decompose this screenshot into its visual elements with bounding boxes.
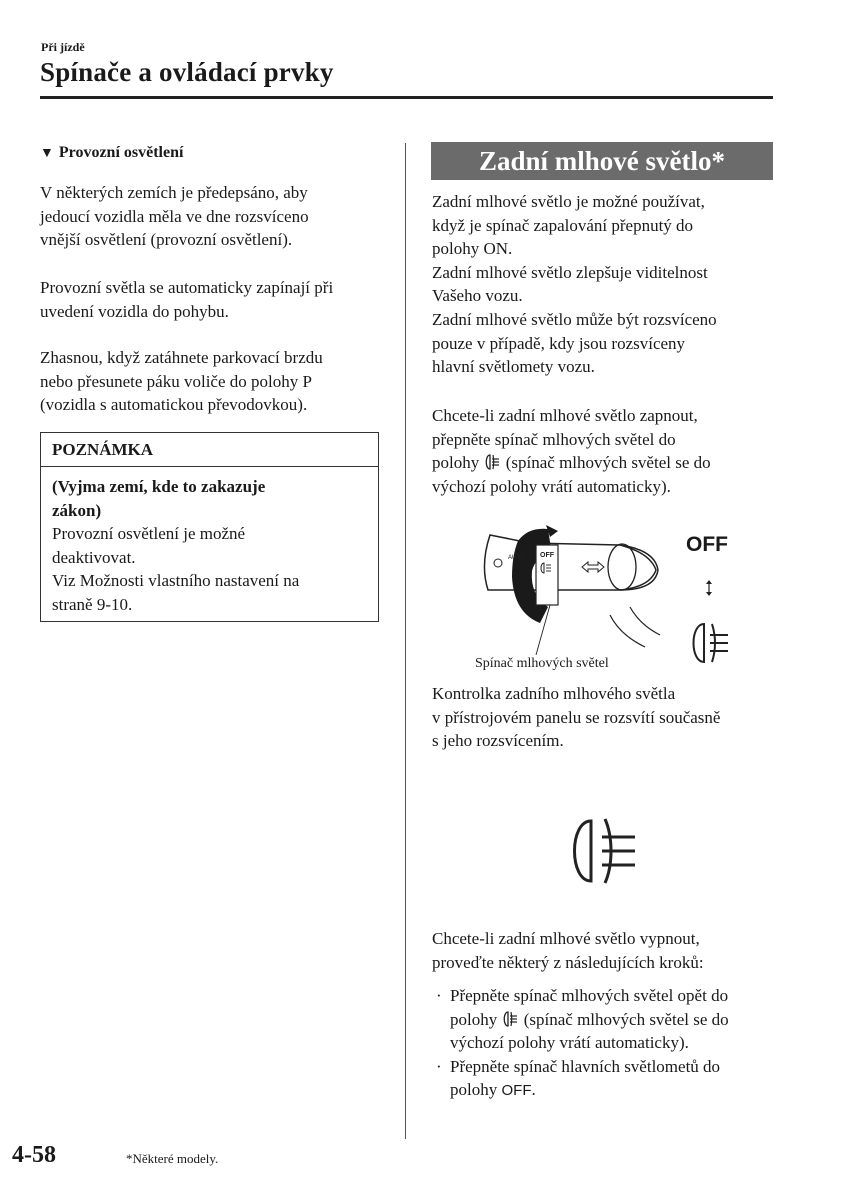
off-position-label: OFF: [686, 533, 728, 556]
text-line: když je spínač zapalování přepnutý do: [432, 215, 694, 235]
text-line: výchozí polohy vrátí automaticky).: [432, 476, 671, 496]
page-title: Spínače a ovládací prvky: [40, 57, 334, 87]
paragraph-3: [40, 346, 323, 417]
header-rule: [40, 96, 773, 99]
rear-fog-symbol-icon: [501, 1010, 519, 1028]
bullet-dot-icon: ·: [436, 986, 442, 1005]
text-line: Chcete-li zadní mlhové světlo zapnout,: [432, 406, 698, 425]
column-divider: [405, 143, 406, 1139]
fog-switch-illustration: [470, 515, 670, 655]
off-position-text: OFF: [501, 1082, 532, 1100]
rear-fog-position-icon: [688, 620, 734, 666]
text-fragment: polohy: [450, 1080, 498, 1100]
breadcrumb: Při jízdě: [41, 40, 85, 54]
text-line: pouze v případě, kdy jsou rozsvíceny: [432, 333, 686, 353]
text-line: Vašeho vozu.: [432, 286, 523, 306]
switch-off-label: OFF: [540, 552, 554, 559]
text-line: Přepněte spínač mlhových světel opět do: [450, 986, 729, 1005]
text-line: proveďte některý z následujících kroků:: [432, 952, 704, 972]
text-line: (vozidla s automatickou převodovkou).: [40, 395, 308, 415]
text-fragment: .: [531, 1080, 536, 1100]
list-item: [434, 1055, 774, 1103]
note-bold-line: (Vyjma zemí, kde to zakazuje: [52, 477, 266, 496]
note-box: [40, 432, 379, 622]
note-line: straně 9-10.: [52, 594, 133, 614]
section-banner-rear-fog: Zadní mlhové světlo*: [431, 142, 773, 180]
text-line: Zhasnou, když zatáhnete parkovací brzdu: [40, 348, 323, 367]
text-line: s jeho rozsvícením.: [432, 731, 564, 751]
text-line: [450, 1078, 774, 1103]
text-line: Zadní mlhové světlo je možné používat,: [432, 192, 705, 211]
triangle-bullet-icon: ▼: [40, 146, 54, 161]
text-line: hlavní světlomety vozu.: [432, 357, 595, 377]
bullet-dot-icon: ·: [436, 1056, 442, 1076]
text-line: Kontrolka zadního mlhového světla: [432, 684, 676, 703]
text-line: V některých zemích je předepsáno, aby: [40, 183, 308, 202]
rear-fog-symbol-icon: [483, 453, 501, 471]
text-line: Zadní mlhové světlo může být rozsvíceno: [432, 309, 717, 329]
text-line: výchozí polohy vrátí automaticky).: [450, 1033, 689, 1053]
note-line: Provozní osvětlení je možné: [52, 524, 246, 544]
note-bold-line: zákon): [52, 500, 102, 520]
text-line: v přístrojovém panelu se rozsvítí současně: [432, 707, 721, 727]
page-number: 4-58: [12, 1142, 56, 1168]
text-line: Zadní mlhové světlo zlepšuje viditelnost: [432, 262, 708, 282]
text-line: jedoucí vozidla měla ve dne rozsvíceno: [40, 206, 309, 226]
text-line: polohy ON.: [432, 239, 513, 259]
text-fragment: (spínač mlhových světel se do: [523, 1009, 729, 1029]
paragraph-2: [40, 276, 333, 323]
switch-auto-label: AUTO: [508, 555, 525, 561]
note-title: POZNÁMKA: [41, 433, 378, 467]
text-line: Provozní světla se automaticky zapínají při: [40, 278, 334, 297]
heading-text: Provozní osvětlení: [58, 144, 184, 161]
footnote: *Některé modely.: [126, 1151, 219, 1166]
up-down-arrow-icon: [704, 578, 714, 598]
figure-caption: Spínač mlhových světel: [475, 656, 609, 671]
intro-paragraph: [432, 190, 717, 379]
text-line: přepněte spínač mlhových světel do: [432, 429, 676, 449]
text-fragment: (spínač mlhových světel se do: [505, 453, 711, 473]
text-line: Chcete-li zadní mlhové světlo vypnout,: [432, 929, 700, 948]
note-body: [41, 467, 378, 617]
section-heading-daytime-lights: [40, 144, 183, 162]
text-line: Přepněte spínač hlavních světlometů do: [450, 1056, 721, 1076]
text-line: nebo přesunete páku voliče do polohy P: [40, 371, 312, 391]
text-line: vnější osvětlení (provozní osvětlení).: [40, 230, 293, 250]
text-fragment: polohy: [450, 1009, 498, 1029]
indicator-paragraph: [432, 682, 720, 753]
list-item: [434, 984, 774, 1055]
note-line: Viz Možnosti vlastního nastavení na: [52, 571, 300, 591]
text-line: [432, 451, 711, 475]
turn-off-list: [434, 984, 774, 1103]
turn-on-paragraph: [432, 404, 711, 498]
text-fragment: polohy: [432, 453, 480, 473]
paragraph-1: [40, 181, 309, 252]
note-line: deaktivovat.: [52, 547, 136, 567]
turn-off-paragraph: [432, 927, 704, 974]
text-line: uvedení vozidla do pohybu.: [40, 301, 229, 321]
text-line: [450, 1008, 774, 1032]
rear-fog-indicator-icon: [565, 815, 640, 887]
